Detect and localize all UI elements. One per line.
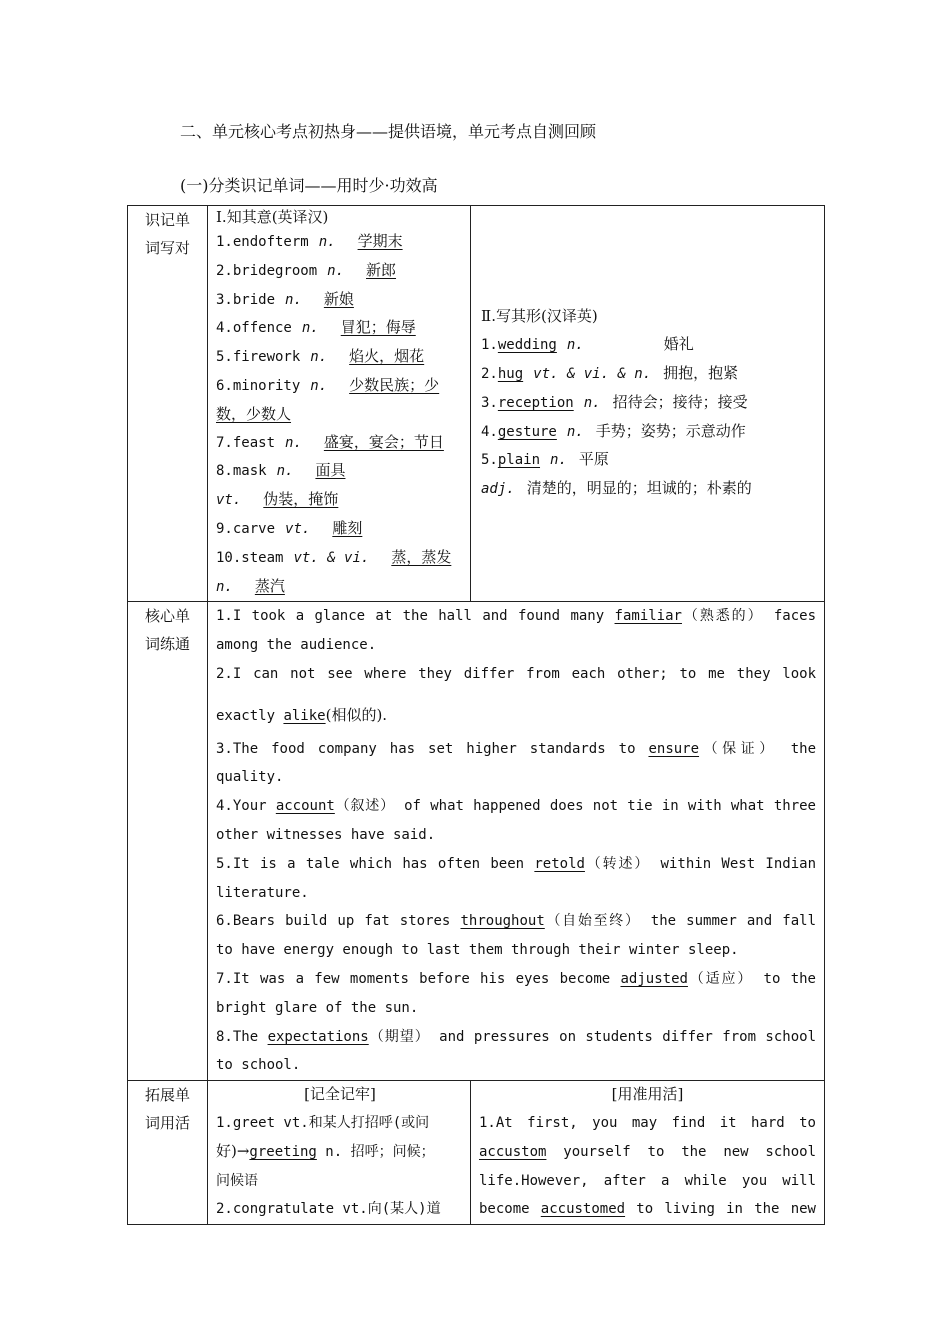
sentence-list xyxy=(216,602,816,1080)
sentence-line-continued xyxy=(216,763,816,792)
answer-word: alike xyxy=(283,707,326,724)
column-title: Ⅰ.知其意(英译汉) xyxy=(216,208,329,226)
meaning-text: 拥抱，抱紧 xyxy=(663,363,739,382)
meaning-column xyxy=(208,206,471,602)
sentence-text: （叙述） of what happened does not tie in with what three xyxy=(334,798,816,815)
sentence-line-continued xyxy=(216,821,816,850)
sentence-line-continued xyxy=(216,702,816,731)
sentence-text: 8.The xyxy=(216,1028,268,1045)
list-item xyxy=(216,486,464,515)
word-family-line xyxy=(216,1195,464,1224)
sentence-line-continued xyxy=(216,879,816,908)
sentence-text: literature. xyxy=(216,884,309,901)
answer-word: familiar xyxy=(614,608,682,625)
item-number: 5. xyxy=(481,452,498,469)
list-item xyxy=(216,314,464,343)
list-item xyxy=(481,446,816,475)
usage-line xyxy=(479,1138,816,1167)
sentence-text: bright glare of the sun. xyxy=(216,999,419,1016)
answer-word: account xyxy=(275,798,335,815)
part-of-speech: n. xyxy=(318,234,336,250)
row-label-line: 词练通 xyxy=(144,635,190,654)
sentence-line-continued xyxy=(216,936,816,965)
list-item xyxy=(216,457,464,486)
row-label-practice xyxy=(128,602,208,1081)
vocab-word: carve xyxy=(232,520,276,537)
row-label-extend xyxy=(128,1081,208,1225)
sentence-text: quality. xyxy=(216,769,284,786)
form-column xyxy=(471,206,825,602)
vocabulary-table xyxy=(127,205,825,1225)
item-number: 4. xyxy=(481,423,498,440)
item-number: 8. xyxy=(216,463,233,480)
list-item xyxy=(216,515,464,544)
usage-line xyxy=(479,1109,816,1138)
table-row xyxy=(128,602,825,1081)
sentence-text: 2.I can not see where they differ from each other; to me they look xyxy=(216,665,816,682)
part-of-speech: n. xyxy=(216,578,233,595)
sentence-text: other witnesses have said. xyxy=(216,826,436,843)
vocab-word: minority xyxy=(232,377,301,394)
meaning-text: 平原 xyxy=(578,450,609,469)
practice-sentences xyxy=(208,602,825,1081)
column-title: [记全记牢] xyxy=(304,1085,376,1104)
word-family-line xyxy=(216,1138,464,1167)
part-of-speech: n. xyxy=(583,394,601,411)
item-number: 1. xyxy=(216,234,233,250)
memorize-column xyxy=(208,1081,471,1225)
list-item xyxy=(216,573,464,602)
sentence-text: （期望） and pressures on students differ from school xyxy=(368,1028,816,1045)
list-item xyxy=(216,286,464,315)
line-text: become xyxy=(479,1201,541,1218)
vocab-word: bride xyxy=(232,291,276,308)
part-of-speech: vt. xyxy=(285,520,311,537)
sentence-line-continued xyxy=(216,1051,816,1080)
item-number: 5. xyxy=(216,349,233,366)
list-item xyxy=(216,343,464,372)
sentence-text: exactly xyxy=(216,707,284,724)
sentence-line xyxy=(216,850,816,879)
part-of-speech: vt. & vi. & n. xyxy=(533,365,652,382)
row-label-line: 核心单 xyxy=(144,607,190,626)
answer-word: ensure xyxy=(648,740,700,757)
part-of-speech: vt. & vi. xyxy=(293,549,370,566)
answer-text: 焰火，烟花 xyxy=(349,347,425,366)
answer-word: greeting xyxy=(249,1143,317,1160)
answer-word: adjusted xyxy=(620,970,688,987)
word-family-list xyxy=(216,1109,464,1224)
part-of-speech: n. xyxy=(550,452,567,469)
list-item xyxy=(481,360,816,389)
item-number: 6. xyxy=(216,377,233,394)
answer-text: 蒸汽 xyxy=(254,576,285,595)
sentence-line xyxy=(216,792,816,821)
sentence-text: （转述） within West Indian xyxy=(584,855,816,872)
part-of-speech: n. xyxy=(285,434,302,451)
sentence-text: 6.Bears build up fat stores xyxy=(216,913,461,930)
sentence-text: to have energy enough to last them through their winter sleep. xyxy=(216,942,739,959)
meaning-text: 手势；姿势；示意动作 xyxy=(595,421,746,440)
item-number: 1. xyxy=(481,337,498,354)
answer-word: expectations xyxy=(267,1028,369,1045)
line-text: 1.greet vt.和某人打招呼(或问 xyxy=(216,1114,430,1131)
sentence-text: （自始至终） the summer and fall xyxy=(544,913,816,930)
sentence-line xyxy=(216,602,816,631)
answer-text: 数，少数人 xyxy=(216,404,292,423)
list-item xyxy=(216,372,464,401)
part-of-speech: n. xyxy=(276,463,294,480)
column-title: [用准用活] xyxy=(611,1085,684,1104)
sentence-text: among the audience. xyxy=(216,637,377,654)
part-of-speech: n. xyxy=(566,423,584,440)
answer-word: accustomed xyxy=(540,1201,626,1218)
part-of-speech: n. xyxy=(327,262,345,279)
sentence-line xyxy=(216,1023,816,1052)
meaning-text: 招待会；接待；接受 xyxy=(612,392,748,411)
column-title: Ⅱ.写其形(汉译英) xyxy=(481,307,598,326)
meaning-text: 婚礼 xyxy=(663,335,694,354)
sentence-text: （熟悉的） faces xyxy=(681,608,817,625)
sentence-line xyxy=(216,907,816,936)
answer-text: 冒犯；侮辱 xyxy=(340,318,416,337)
item-number: 7. xyxy=(216,434,233,451)
vocab-word: offence xyxy=(232,320,292,337)
sentence-line xyxy=(216,965,816,994)
answer-word: retold xyxy=(534,855,585,872)
line-text: yourself to the new school xyxy=(546,1143,816,1160)
part-of-speech: n. xyxy=(566,337,584,354)
list-item xyxy=(481,475,816,504)
sentence-text: 4.Your xyxy=(216,798,276,815)
usage-line xyxy=(479,1195,816,1224)
answer-word: plain xyxy=(497,452,541,469)
vocab-word: bridegroom xyxy=(232,262,318,279)
answer-text: 新郎 xyxy=(366,260,397,279)
sentence-text: 3.The food company has set higher standards to xyxy=(216,740,649,757)
sentence-text: to school. xyxy=(216,1057,301,1074)
table-row xyxy=(128,1081,825,1225)
vocab-word: mask xyxy=(232,463,267,480)
list-item xyxy=(216,228,464,257)
word-family-line xyxy=(216,1167,464,1196)
answer-text: 少数民族；少 xyxy=(349,375,440,394)
part-of-speech: adj. xyxy=(481,481,515,498)
row-label-line: 词用活 xyxy=(144,1114,190,1133)
line-text: to living in the new xyxy=(625,1201,816,1218)
line-text: 问候语 xyxy=(216,1172,258,1189)
list-item xyxy=(481,389,816,418)
item-number: 3. xyxy=(216,291,233,308)
section-heading: 二、单元核心考点初热身——提供语境，单元考点自测回顾 xyxy=(180,122,597,141)
word-family-line xyxy=(216,1109,464,1138)
answer-text: 新娘 xyxy=(323,289,354,308)
item-number: 2. xyxy=(481,365,498,382)
item-number: 3. xyxy=(481,394,498,411)
part-of-speech: vt. xyxy=(216,492,242,509)
sentence-line xyxy=(216,660,816,689)
meaning-text: 清楚的，明显的；坦诚的；朴素的 xyxy=(526,479,752,498)
part-of-speech: n. xyxy=(310,349,328,366)
answer-word: throughout xyxy=(460,913,545,930)
answer-text: 雕刻 xyxy=(332,518,363,537)
part-of-speech: n. xyxy=(301,320,319,337)
item-number: 10. xyxy=(216,549,242,566)
sentence-line xyxy=(216,735,816,764)
row-label-memorize xyxy=(128,206,208,602)
vocab-word: firework xyxy=(232,349,301,366)
usage-column xyxy=(471,1081,825,1225)
list-item xyxy=(481,418,816,447)
line-text: 1.At first, you may find it hard to xyxy=(479,1114,816,1131)
line-text: n. 招呼；问候； xyxy=(316,1143,435,1160)
answer-text: 学期末 xyxy=(357,232,403,250)
item-number: 9. xyxy=(216,520,233,537)
table-row xyxy=(128,206,825,602)
item-number: 2. xyxy=(216,262,233,279)
sentence-text: 1.I took a glance at the hall and found many xyxy=(216,608,615,625)
subsection-heading: (一)分类识记单词——用时少·功效高 xyxy=(180,176,438,195)
sentence-line-continued xyxy=(216,994,816,1023)
vocab-word: steam xyxy=(241,549,284,566)
answer-word: reception xyxy=(497,394,574,411)
answer-text: 面具 xyxy=(315,461,346,480)
sentence-text: （保证） the xyxy=(699,740,816,757)
list-item xyxy=(216,257,464,286)
form-list xyxy=(481,331,816,504)
usage-line xyxy=(479,1167,816,1196)
answer-word: hug xyxy=(497,365,524,382)
list-item xyxy=(216,429,464,458)
sentence-text: 7.It was a few moments before his eyes become xyxy=(216,970,621,987)
answer-text: 蒸，蒸发 xyxy=(391,547,452,566)
sentence-text: (相似的). xyxy=(325,705,388,724)
line-text: life.However, after a while you will xyxy=(479,1172,816,1189)
list-item xyxy=(216,544,464,573)
answer-text: 伪装，掩饰 xyxy=(263,490,339,509)
answer-text: 盛宴，宴会；节日 xyxy=(323,432,444,451)
sentence-text: （适应） to the xyxy=(687,970,816,987)
list-item xyxy=(481,331,816,360)
sentence-text: 5.It is a tale which has often been xyxy=(216,855,535,872)
part-of-speech: n. xyxy=(285,291,302,308)
line-text: 2.congratulate vt.向(某人)道 xyxy=(216,1201,441,1218)
row-label-line: 拓展单 xyxy=(144,1086,190,1105)
part-of-speech: n. xyxy=(310,377,328,394)
vocab-word: endofterm xyxy=(232,234,309,250)
list-item-continued xyxy=(216,401,464,429)
row-label-line: 词写对 xyxy=(144,239,190,257)
item-number: 4. xyxy=(216,320,233,337)
row-label-line: 识记单 xyxy=(144,211,190,229)
meaning-list xyxy=(216,228,464,601)
answer-word: accustom xyxy=(479,1143,547,1160)
sentence-line-continued xyxy=(216,631,816,660)
answer-word: gesture xyxy=(497,423,557,440)
answer-word: wedding xyxy=(497,337,557,354)
usage-list xyxy=(479,1109,816,1224)
line-text: 好)→ xyxy=(216,1141,250,1160)
vocab-word: feast xyxy=(232,434,276,451)
